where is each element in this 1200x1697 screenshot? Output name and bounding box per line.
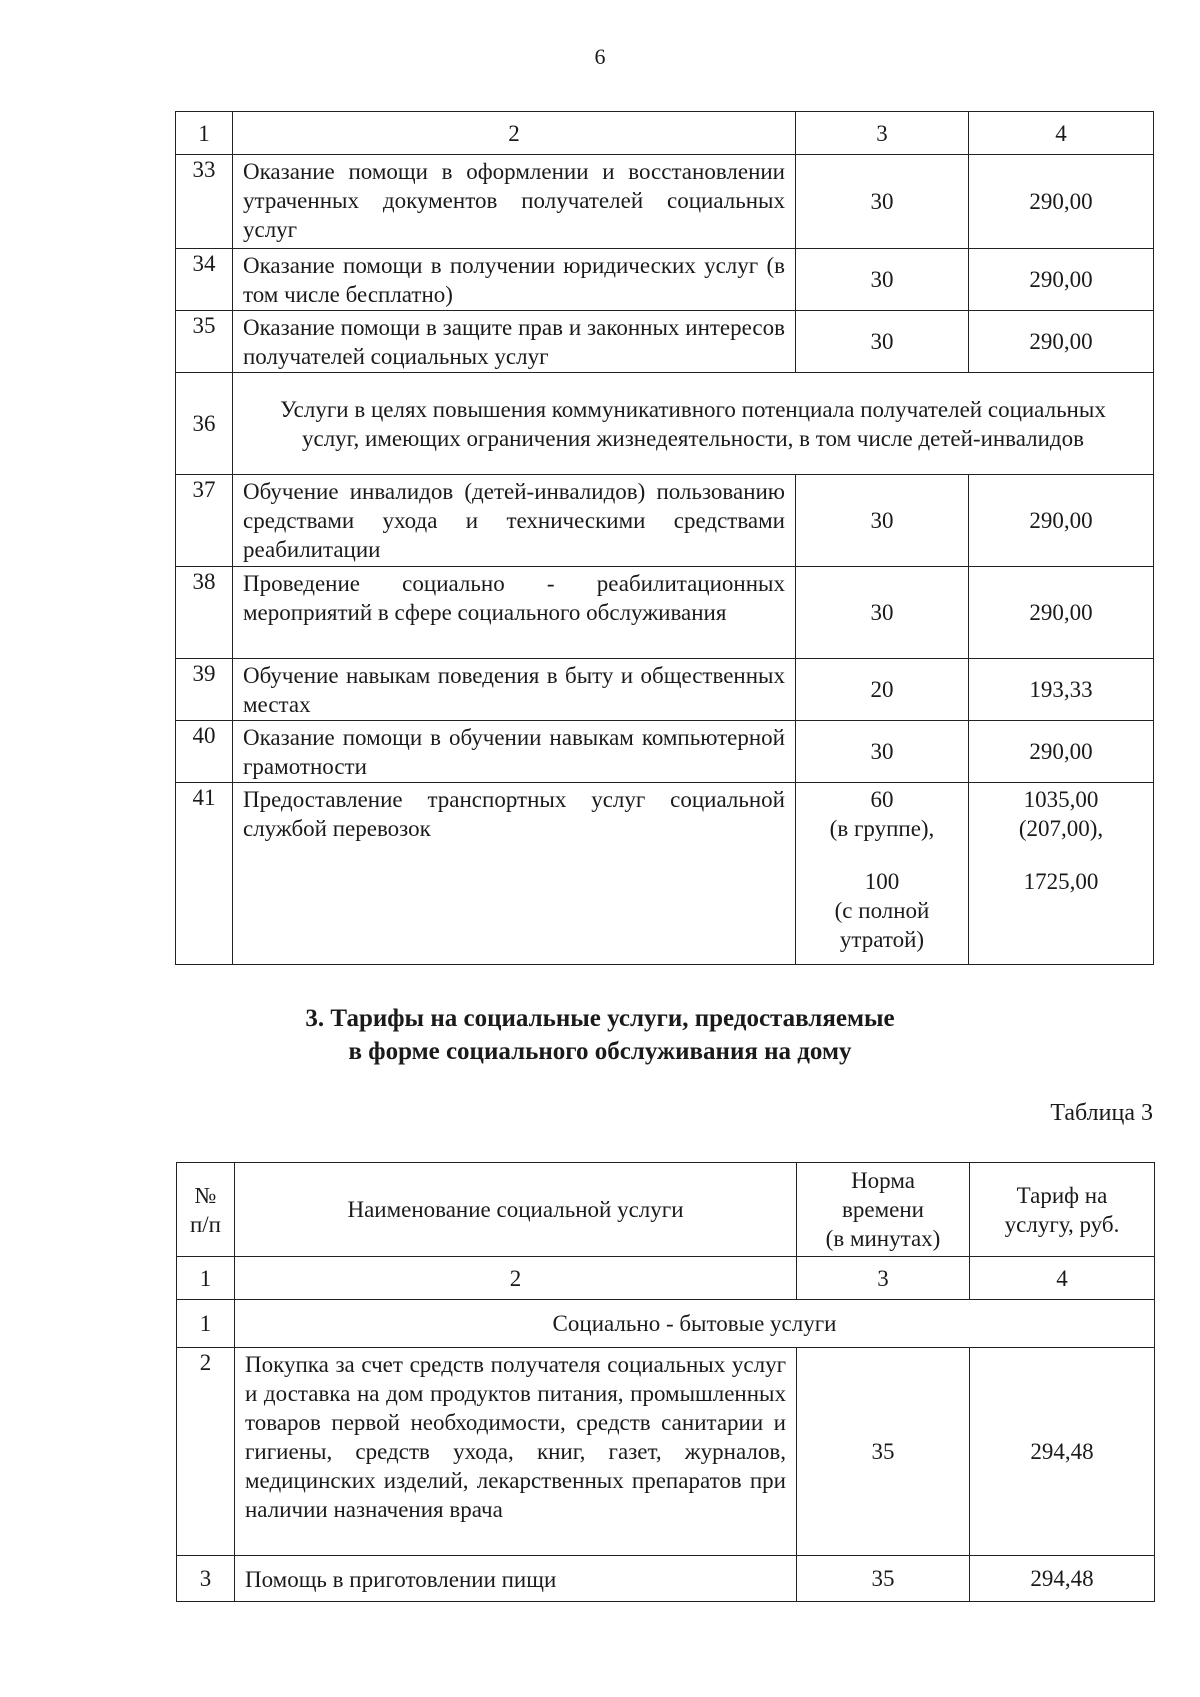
tariff: 290,00 xyxy=(969,311,1154,373)
table-row xyxy=(176,155,1154,249)
table-row xyxy=(176,311,1154,373)
section-row xyxy=(176,373,1154,475)
row-number: 39 xyxy=(176,659,233,721)
tariff-multi xyxy=(969,783,1154,965)
time-norm: 30 xyxy=(796,721,969,783)
header-time-line-3: (в минутах) xyxy=(825,1226,941,1251)
tariff-value-group: (207,00), xyxy=(1018,816,1104,841)
table-row xyxy=(176,783,1154,965)
row-number: 35 xyxy=(176,311,233,373)
table-row xyxy=(176,721,1154,783)
table-label: Таблица 3 xyxy=(1050,1100,1153,1126)
time-norm: 30 xyxy=(796,475,969,567)
service-name: Обучение навыкам поведения в быту и общественных местах xyxy=(233,659,796,721)
column-index-row xyxy=(176,112,1154,155)
header-num xyxy=(177,1163,235,1257)
time-norm-group-note: (в группе), xyxy=(829,816,935,841)
time-norm-full-note-1: (с полной xyxy=(834,898,930,923)
service-name: Предоставление транспортных услуг социальной службой перевозок xyxy=(233,783,796,965)
col-index-1: 1 xyxy=(177,1257,235,1300)
row-number: 2 xyxy=(177,1348,235,1556)
tariff: 294,48 xyxy=(970,1556,1155,1602)
time-norm-multi xyxy=(796,783,969,965)
time-norm-full-note-2: утратой) xyxy=(839,927,925,952)
table-row xyxy=(176,249,1154,311)
time-norm: 30 xyxy=(796,567,969,659)
section-title: Услуги в целях повышения коммуникативного потенциала получателей социальных услуг, имеющих ограничения жизнедеятельности, в том числе детей-инвалидов xyxy=(233,373,1154,475)
header-num-line-2: п/п xyxy=(189,1211,221,1237)
tariff-value-full: 1725,00 xyxy=(1023,869,1099,894)
tariff: 290,00 xyxy=(969,155,1154,249)
row-number: 3 xyxy=(177,1556,235,1602)
header-tariff-line-1: Тариф на xyxy=(1016,1182,1108,1208)
row-number: 40 xyxy=(176,721,233,783)
service-name: Оказание помощи в защите прав и законных интересов получателей социальных услуг xyxy=(233,311,796,373)
header-tariff xyxy=(970,1163,1155,1257)
column-index-row xyxy=(177,1257,1155,1300)
table-row xyxy=(177,1348,1155,1556)
time-norm: 35 xyxy=(797,1556,970,1602)
service-name: Проведение социально - реабилитационных мероприятий в сфере социального обслуживания xyxy=(233,567,796,659)
service-name: Покупка за счет средств получателя социальных услуг и доставка на дом продуктов питания, промышленных товаров первой необходимости, средств санитарии и гигиены, средств ухода, книг, газет, журналов, медицинских изделий, лекарственных препаратов при наличии назначения врача xyxy=(235,1348,797,1556)
col-index-3: 3 xyxy=(796,112,969,155)
time-norm: 30 xyxy=(796,249,969,311)
time-norm: 20 xyxy=(796,659,969,721)
tariff: 290,00 xyxy=(969,475,1154,567)
header-time xyxy=(797,1163,970,1257)
tariff: 290,00 xyxy=(969,249,1154,311)
row-number: 38 xyxy=(176,567,233,659)
time-norm-full: 100 xyxy=(864,869,900,894)
tariffs-table-3 xyxy=(176,1162,1155,1602)
time-norm: 35 xyxy=(797,1348,970,1556)
header-num-line-1: № xyxy=(194,1182,217,1208)
header-time-line-1: Норма xyxy=(851,1168,915,1193)
row-number: 36 xyxy=(176,373,233,475)
tariff: 290,00 xyxy=(969,567,1154,659)
time-norm-group: 60 xyxy=(870,787,894,812)
service-name: Оказание помощи в оформлении и восстановлении утраченных документов получателей социальных услуг xyxy=(233,155,796,249)
col-index-1: 1 xyxy=(176,112,233,155)
table-row xyxy=(177,1556,1155,1602)
row-number: 1 xyxy=(177,1300,235,1348)
section-heading xyxy=(0,1002,1200,1068)
header-tariff-line-2: услугу, руб. xyxy=(1004,1211,1120,1237)
table-header-row xyxy=(177,1163,1155,1257)
row-number: 41 xyxy=(176,783,233,965)
section-row xyxy=(177,1300,1155,1348)
services-table-continued xyxy=(175,111,1154,965)
col-index-2: 2 xyxy=(233,112,796,155)
col-index-4: 4 xyxy=(970,1257,1155,1300)
section-title: Социально - бытовые услуги xyxy=(235,1300,1155,1348)
table-row xyxy=(176,475,1154,567)
col-index-4: 4 xyxy=(969,112,1154,155)
time-norm: 30 xyxy=(796,155,969,249)
row-number: 33 xyxy=(176,155,233,249)
time-norm: 30 xyxy=(796,311,969,373)
service-name: Оказание помощи в получении юридических услуг (в том числе бесплатно) xyxy=(233,249,796,311)
tariff: 294,48 xyxy=(970,1348,1155,1556)
table-row xyxy=(176,659,1154,721)
col-index-3: 3 xyxy=(797,1257,970,1300)
service-name: Обучение инвалидов (детей-инвалидов) пользованию средствами ухода и техническими средствами реабилитации xyxy=(233,475,796,567)
col-index-2: 2 xyxy=(235,1257,797,1300)
section-heading-line-1: 3. Тарифы на социальные услуги, предоставляемые xyxy=(305,1005,895,1032)
tariff: 193,33 xyxy=(969,659,1154,721)
header-name: Наименование социальной услуги xyxy=(235,1163,797,1257)
service-name: Оказание помощи в обучении навыкам компьютерной грамотности xyxy=(233,721,796,783)
service-name: Помощь в приготовлении пищи xyxy=(235,1556,797,1602)
section-heading-line-2: в форме социального обслуживания на дому xyxy=(348,1038,852,1065)
tariff-value-1: 1035,00 xyxy=(1023,787,1099,812)
page-number: 6 xyxy=(594,44,606,69)
row-number: 34 xyxy=(176,249,233,311)
table-row xyxy=(176,567,1154,659)
row-number: 37 xyxy=(176,475,233,567)
tariff: 290,00 xyxy=(969,721,1154,783)
header-time-line-2: времени xyxy=(842,1197,924,1222)
